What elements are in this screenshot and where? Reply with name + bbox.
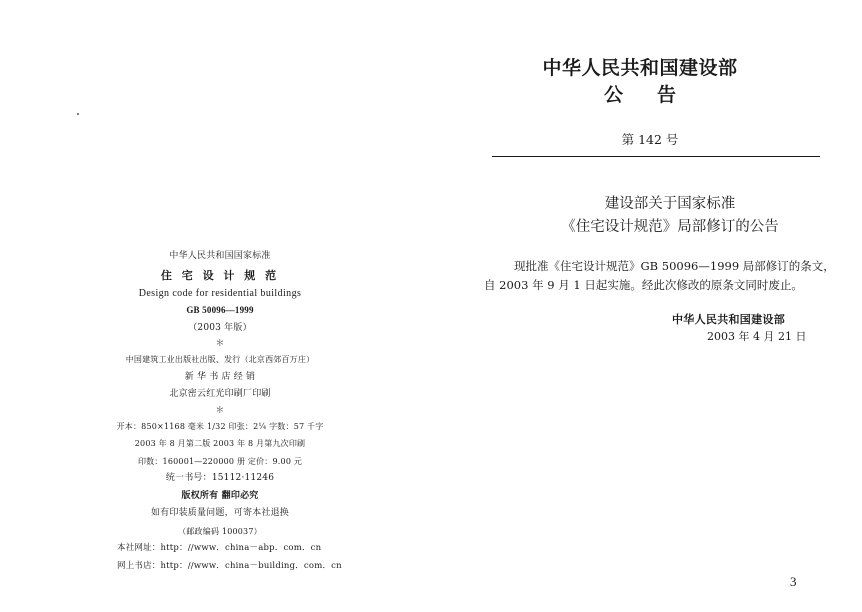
announcement-body — [484, 257, 835, 295]
separator-asterisk: ＊ — [215, 339, 225, 349]
signature: 中华人民共和国建设部 — [672, 313, 785, 326]
colophon — [100, 248, 340, 575]
header-rule — [492, 156, 820, 157]
print-run-price: 印数：160001—220000 册 定价：9.00 元 — [137, 456, 303, 466]
scan-speck — [77, 113, 79, 115]
copyright-notice: 版权所有 翻印必究 — [181, 490, 259, 501]
separator-asterisk: ＊ — [215, 405, 225, 416]
return-policy: 如有印装质量问题，可寄本社退换 — [150, 508, 289, 518]
printer-line: 北京密云红光印刷厂印刷 — [169, 389, 271, 399]
distributor-line: 新 华 书 店 经 销 — [184, 371, 256, 382]
postal-code: （邮政编码 100037） — [178, 526, 262, 536]
standard-category: 中华人民共和国国家标准 — [169, 251, 271, 261]
body-line: 现批准《住宅设计规范》GB 50096—1999 局部修订的条文， — [514, 259, 835, 273]
notice-heading: 公告 — [603, 84, 710, 106]
publisher-website[interactable]: 本社网址：http：//www．china－abp．com．cn — [117, 543, 322, 553]
body-line: 自 2003 年 9 月 1 日起实施。经此次修改的原条文同时废止。 — [484, 278, 803, 292]
announcement-title — [500, 193, 840, 239]
signature-date: 2003 年 4 月 21 日 — [707, 330, 807, 343]
book-title: 住 宅 设 计 规 范 — [160, 268, 280, 282]
title-line: 建设部关于国家标准 — [604, 196, 736, 212]
printing-history: 2003 年 8 月第二版 2003 年 8 月第九次印刷 — [134, 439, 306, 448]
title-line: 《住宅设计规范》局部修订的公告 — [561, 219, 779, 235]
book-number: 统一书号：15112·11246 — [165, 473, 275, 483]
notice-number: 第 142 号 — [621, 132, 679, 147]
standard-code: GB 50096—1999 — [186, 305, 254, 315]
edition: （2003 年版） — [188, 322, 252, 333]
book-title-english: Design code for residential buildings — [138, 287, 302, 299]
page-number: 3 — [790, 574, 797, 589]
publisher-line: 中国建筑工业出版社出版、发行（北京西郊百万庄） — [125, 355, 315, 364]
issuing-authority: 中华人民共和国建设部 — [542, 57, 738, 79]
online-bookstore[interactable]: 网上书店：http：//www．china－building．com．cn — [117, 560, 342, 571]
format-line: 开本：850×1168 毫米 1/32 印张：2¼ 字数：57 千字 — [116, 421, 324, 431]
